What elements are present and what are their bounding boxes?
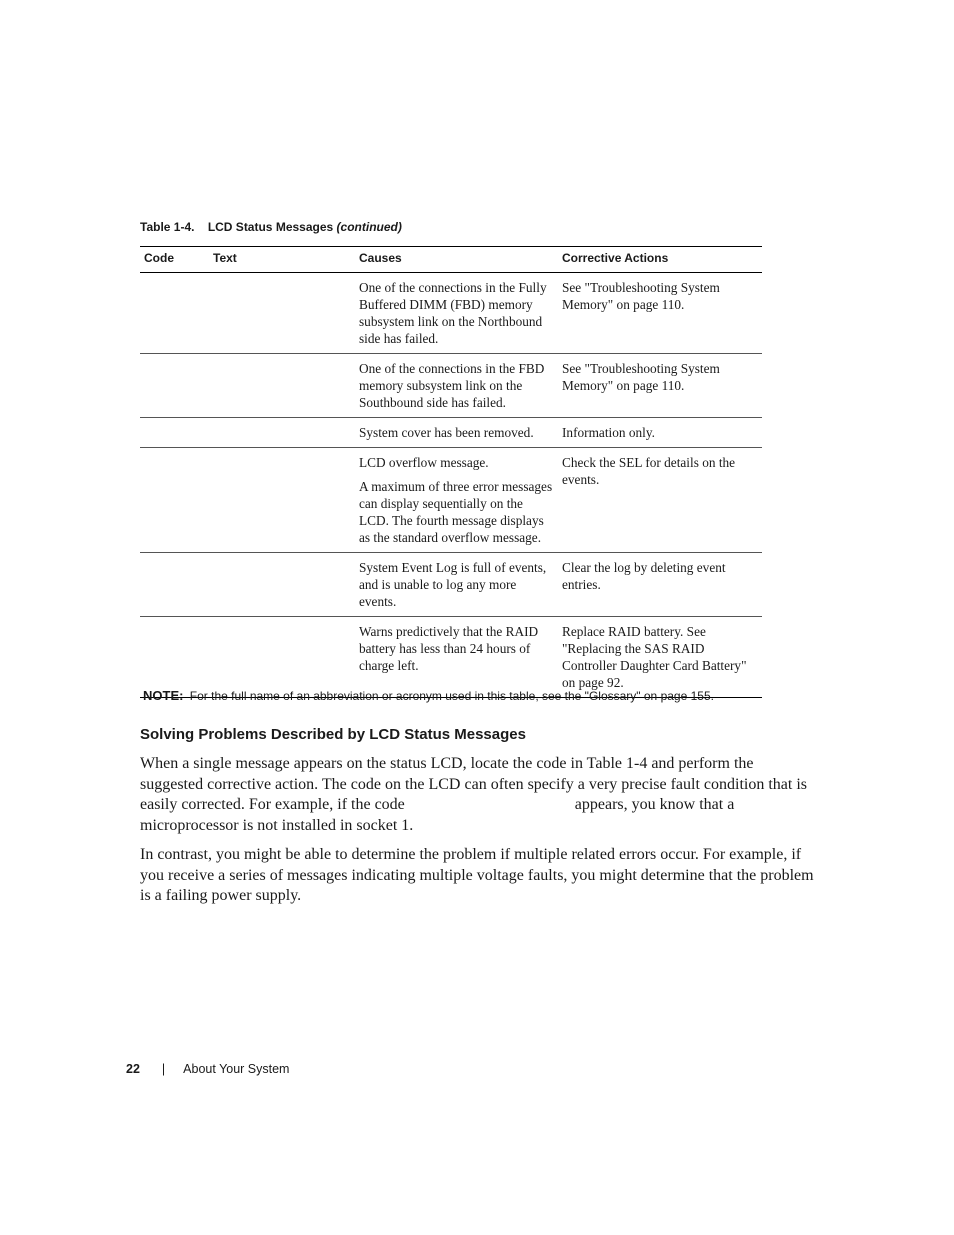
table-caption-continued: (continued) <box>336 220 402 234</box>
header-code: Code <box>140 247 209 273</box>
table-row <box>140 418 762 448</box>
header-corrective-actions: Corrective Actions <box>558 247 762 273</box>
table-row <box>140 448 762 553</box>
cell-causes: System cover has been removed. <box>355 418 558 448</box>
table-caption <box>140 220 402 234</box>
cell-code <box>140 553 209 617</box>
body-paragraph-1-part-a: When a single message appears on the status LCD, locate the code in Table 1-4 and perform the suggested corrective action. The code on the LCD can often specify a very precise fault condition that is easily corrected. For example, if the code <box>140 755 808 813</box>
cell-actions: See "Troubleshooting System Memory" on page 110. <box>558 273 762 354</box>
header-text: Text <box>209 247 355 273</box>
body-paragraph-1-part-b: appears, you know that a microprocessor is not installed in socket 1. <box>140 796 735 834</box>
body-paragraph-2: In contrast, you might be able to determine the problem if multiple related errors occur. For example, if you receive a series of messages indicating multiple voltage faults, you might determine that the problem is a failing power supply. <box>140 846 814 904</box>
page-footer <box>126 1062 289 1076</box>
cell-causes-para: A maximum of three error messages can display sequentially on the LCD. The fourth message displays as the standard overflow message. <box>359 479 553 545</box>
cell-code <box>140 617 209 698</box>
cell-actions: Clear the log by deleting event entries. <box>558 553 762 617</box>
table-caption-label: Table 1-4. <box>140 220 195 234</box>
cell-causes: One of the connections in the FBD memory subsystem link on the Southbound side has failed. <box>355 354 558 418</box>
cell-causes <box>355 448 558 553</box>
cell-actions: Replace RAID battery. See "Replacing the SAS RAID Controller Daughter Card Battery" on page 92. <box>558 617 762 698</box>
cell-causes-para: LCD overflow message. <box>359 455 489 470</box>
cell-text <box>209 553 355 617</box>
table-note <box>143 688 714 703</box>
cell-code <box>140 448 209 553</box>
lcd-status-table <box>140 246 762 698</box>
cell-actions: Information only. <box>558 418 762 448</box>
cell-text <box>209 418 355 448</box>
cell-code <box>140 418 209 448</box>
cell-causes: One of the connections in the Fully Buffered DIMM (FBD) memory subsystem link on the Northbound side has failed. <box>355 273 558 354</box>
section-heading: Solving Problems Described by LCD Status Messages <box>140 726 526 743</box>
cell-text <box>209 617 355 698</box>
body-paragraph-1 <box>140 754 820 836</box>
page-number: 22 <box>126 1062 140 1076</box>
table-header-row <box>140 247 762 273</box>
cell-code <box>140 354 209 418</box>
cell-actions: Check the SEL for details on the events. <box>558 448 762 553</box>
cell-text <box>209 273 355 354</box>
cell-code <box>140 273 209 354</box>
note-text: For the full name of an abbreviation or acronym used in this table, see the "Glossary" on page 155. <box>189 689 714 703</box>
cell-actions: See "Troubleshooting System Memory" on page 110. <box>558 354 762 418</box>
cell-text <box>209 448 355 553</box>
table-caption-title: LCD Status Messages <box>207 220 334 234</box>
cell-causes: System Event Log is full of events, and is unable to log any more events. <box>355 553 558 617</box>
footer-separator: | <box>161 1062 166 1076</box>
cell-causes: Warns predictively that the RAID battery has less than 24 hours of charge left. <box>355 617 558 698</box>
table-row <box>140 617 762 698</box>
table-row <box>140 553 762 617</box>
chapter-title: About Your System <box>183 1062 290 1076</box>
note-label: NOTE: <box>143 688 184 703</box>
header-causes: Causes <box>355 247 558 273</box>
table-row <box>140 354 762 418</box>
table-row <box>140 273 762 354</box>
cell-text <box>209 354 355 418</box>
